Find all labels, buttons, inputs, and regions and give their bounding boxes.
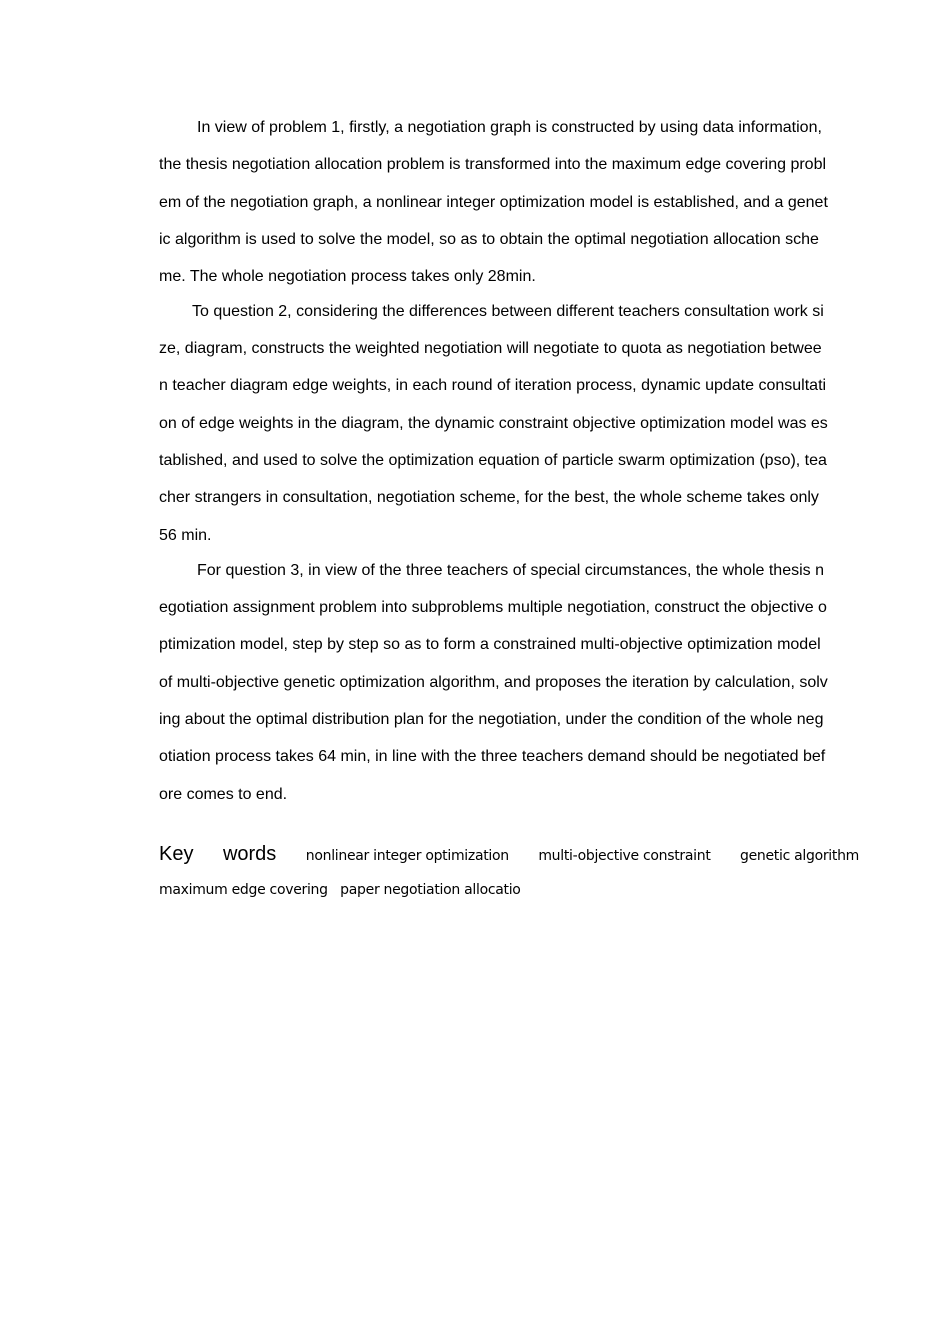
keyword-term: genetic algorithm bbox=[740, 848, 859, 864]
keyword-term: nonlinear integer optimization bbox=[305, 848, 509, 864]
paragraph-line: In view of problem 1, firstly, a negotiation graph is constructed by using data information, bbox=[197, 119, 822, 136]
keywords-row-1 bbox=[159, 842, 859, 866]
paragraph-line: of multi-objective genetic optimization algorithm, and proposes the iteration by calculation, solv bbox=[159, 674, 828, 691]
paragraph-line: ic algorithm is used to solve the model, so as to obtain the optimal negotiation allocation sche bbox=[159, 231, 819, 248]
keyword-term: paper negotiation allocatio bbox=[340, 882, 521, 898]
paragraph-line: For question 3, in view of the three teachers of special circumstances, the whole thesis n bbox=[197, 562, 824, 579]
paragraph-line: the thesis negotiation allocation problem is transformed into the maximum edge covering probl bbox=[159, 156, 827, 173]
paragraph-line: egotiation assignment problem into subproblems multiple negotiation, construct the objective o bbox=[159, 599, 827, 616]
paragraph-line: ptimization model, step by step so as to form a constrained multi-objective optimization model bbox=[159, 636, 821, 653]
keyword-term: multi-objective constraint bbox=[538, 848, 711, 864]
paragraph-line: otiation process takes 64 min, in line with the three teachers demand should be negotiated bef bbox=[159, 748, 826, 765]
paragraph-line: me. The whole negotiation process takes only 28min. bbox=[159, 268, 536, 285]
paragraph-line: em of the negotiation graph, a nonlinear integer optimization model is established, and a genet bbox=[159, 194, 828, 211]
paragraph-line: n teacher diagram edge weights, in each round of iteration process, dynamic update consultati bbox=[159, 377, 827, 394]
paragraph-line: 56 min. bbox=[159, 527, 212, 544]
keywords-heading-words: words bbox=[222, 843, 277, 865]
paragraph-line: ore comes to end. bbox=[159, 786, 288, 803]
paragraph-line: on of edge weights in the diagram, the dynamic constraint objective optimization model was es bbox=[159, 415, 828, 432]
paragraph-line: ze, diagram, constructs the weighted negotiation will negotiate to quota as negotiation betwee bbox=[159, 340, 822, 357]
paragraph-line: ing about the optimal distribution plan for the negotiation, under the condition of the whole neg bbox=[159, 711, 824, 728]
keywords-heading-key: Key bbox=[159, 843, 194, 865]
keywords-row-2 bbox=[159, 880, 859, 900]
paragraph-line: cher strangers in consultation, negotiation scheme, for the best, the whole scheme takes only bbox=[159, 489, 819, 506]
keyword-term: maximum edge covering bbox=[159, 882, 328, 898]
paragraph-line: To question 2, considering the differences between different teachers consultation work si bbox=[192, 303, 824, 320]
paragraph-line: tablished, and used to solve the optimization equation of particle swarm optimization (pso), tea bbox=[159, 452, 827, 469]
